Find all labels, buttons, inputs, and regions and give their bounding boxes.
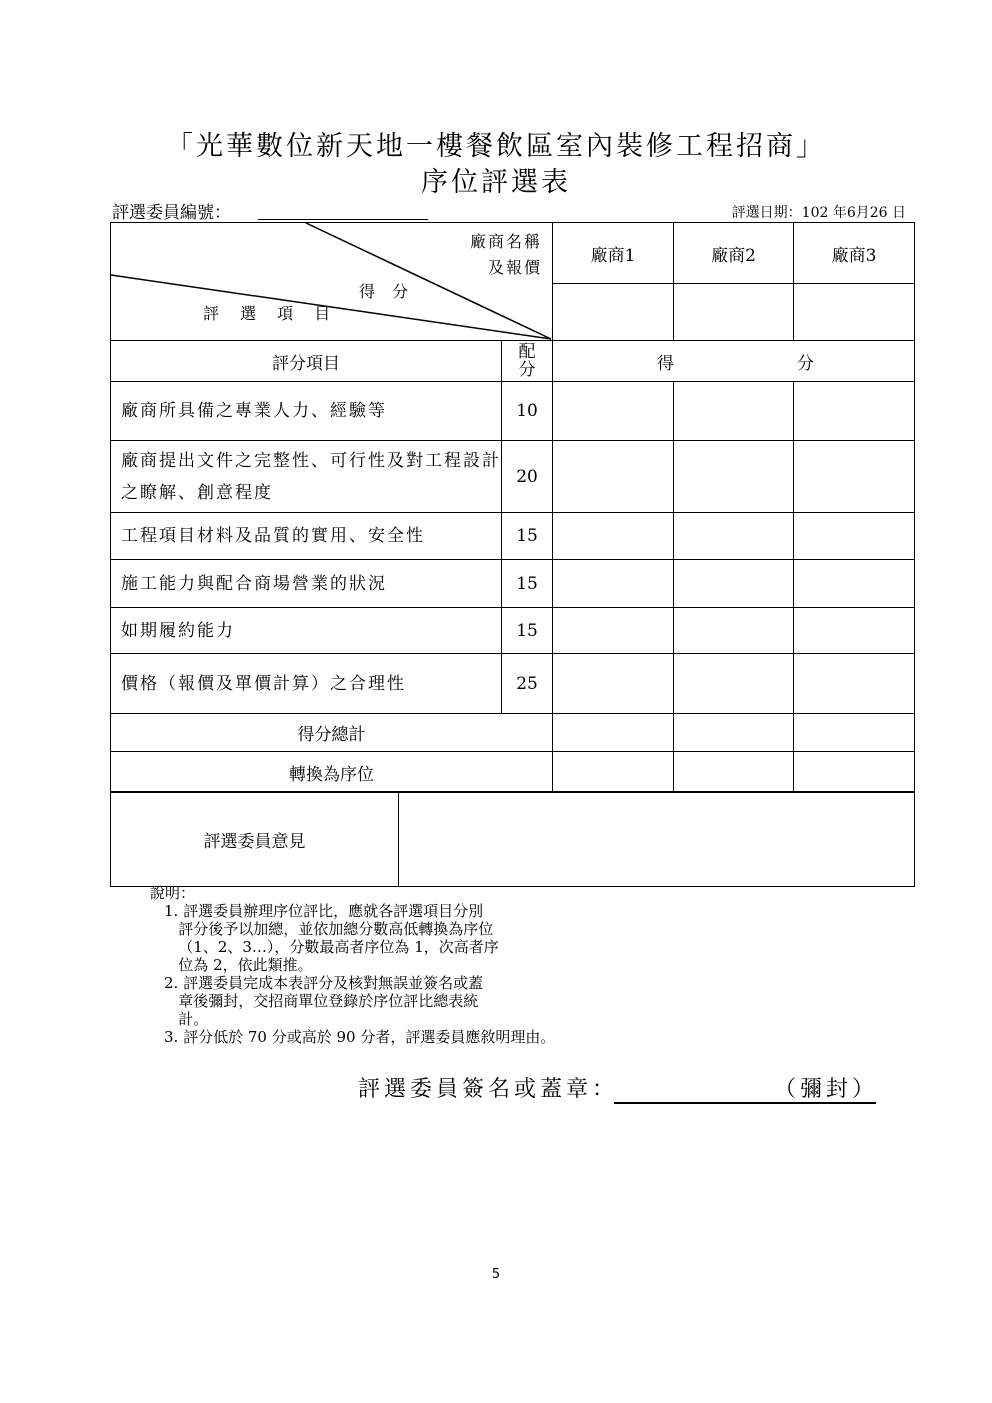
note-line: 評分後予以加總，並依加總分數高低轉換為序位 — [164, 920, 494, 938]
score-cell[interactable] — [553, 560, 674, 608]
total-row — [111, 714, 915, 752]
diagonal-header-cell — [111, 223, 553, 341]
score-cell[interactable] — [553, 382, 674, 441]
vendor-3-quote-cell[interactable] — [794, 284, 915, 341]
eval-item-diagonal-label: 評 選 項 目 — [203, 304, 339, 323]
vendor-1-header: 廠商1 — [553, 223, 674, 284]
criterion-label: 價格（報價及單價計算）之合理性 — [111, 654, 502, 714]
title-line-1: 「光華數位新天地一樓餐飲區室內裝修工程招商」 — [166, 131, 826, 162]
notes-heading: 說明： — [150, 884, 196, 902]
score-cell[interactable] — [794, 441, 915, 513]
weight-column-label: 配分 — [518, 342, 536, 380]
member-number-label: 評選委員編號： — [112, 203, 231, 223]
rank-cell[interactable] — [674, 752, 794, 793]
score-cell[interactable] — [553, 654, 674, 714]
note-line: 1. 評選委員辦理序位評比，應就各評選項目分別 — [164, 902, 484, 920]
table-row — [111, 560, 915, 608]
score-cell[interactable] — [794, 608, 915, 654]
score-cell[interactable] — [553, 513, 674, 560]
title-line-2: 序位評選表 — [421, 167, 571, 198]
note-line: 計。 — [164, 1010, 209, 1028]
criterion-label: 廠商提出文件之完整性、可行性及對工程設計之瞭解、創意程度 — [111, 441, 502, 513]
signature-label: 評選委員簽名或蓋章： — [358, 1077, 619, 1102]
notes-section — [150, 884, 555, 1046]
table-row — [111, 513, 915, 560]
vendor-3-header: 廠商3 — [794, 223, 915, 284]
criterion-weight: 20 — [502, 441, 553, 513]
score-cell[interactable] — [674, 560, 794, 608]
evaluation-table — [110, 222, 915, 793]
note-line: 3. 評分低於 70 分或高於 90 分者，評選委員應敘明理由。 — [164, 1028, 556, 1046]
opinion-field[interactable] — [399, 792, 915, 887]
criterion-weight: 25 — [502, 654, 553, 714]
vendor-2-quote-cell[interactable] — [674, 284, 794, 341]
table-row — [111, 608, 915, 654]
criterion-weight: 10 — [502, 382, 553, 441]
note-line: 位為 2，依此類推。 — [164, 956, 313, 974]
vendor-1-quote-cell[interactable] — [553, 284, 674, 341]
opinion-label: 評選委員意見 — [111, 792, 399, 887]
criterion-weight: 15 — [502, 513, 553, 560]
score-cell[interactable] — [674, 382, 794, 441]
score-left-label: 得 — [657, 353, 675, 374]
score-cell[interactable] — [674, 513, 794, 560]
score-right-label: 分 — [797, 353, 815, 374]
page-number: 5 — [491, 1267, 501, 1282]
criterion-label: 工程項目材料及品質的實用、安全性 — [111, 513, 502, 560]
vendor-name-line2: 及報價 — [488, 258, 543, 277]
criterion-label: 施工能力與配合商場營業的狀況 — [111, 560, 502, 608]
criterion-label: 如期履約能力 — [111, 608, 502, 654]
score-cell[interactable] — [794, 513, 915, 560]
vendor-2-header: 廠商2 — [674, 223, 794, 284]
rank-row — [111, 752, 915, 793]
rank-cell[interactable] — [794, 752, 915, 793]
vendor-name-label — [470, 229, 542, 281]
score-cell[interactable] — [794, 560, 915, 608]
table-row — [111, 654, 915, 714]
criterion-weight: 15 — [502, 560, 553, 608]
score-cell[interactable] — [553, 441, 674, 513]
criterion-weight: 15 — [502, 608, 553, 654]
rank-label: 轉換為序位 — [111, 752, 553, 793]
note-line: 章後彌封，交招商單位登錄於序位評比總表統 — [164, 992, 479, 1010]
score-cell[interactable] — [674, 441, 794, 513]
total-label: 得分總計 — [111, 714, 553, 752]
score-cell[interactable] — [794, 382, 915, 441]
score-cell[interactable] — [794, 654, 915, 714]
note-line: （1、2、3…），分數最高者序位為 1，次高者序 — [164, 938, 499, 956]
member-number-field[interactable] — [258, 219, 428, 220]
note-line: 2. 評選委員完成本表評分及核對無誤並簽名或蓋 — [164, 974, 484, 992]
score-cell[interactable] — [553, 608, 674, 654]
table-row — [111, 382, 915, 441]
weight-column-header — [502, 341, 553, 382]
score-cell[interactable] — [674, 654, 794, 714]
vendor-name-line1: 廠商名稱 — [470, 232, 543, 251]
score-cell[interactable] — [674, 608, 794, 654]
seal-label: （彌封） — [774, 1077, 879, 1102]
rank-cell[interactable] — [553, 752, 674, 793]
evaluation-date: 評選日期：102 年6月26 日 — [731, 205, 906, 221]
total-cell[interactable] — [794, 714, 915, 752]
table-row — [111, 441, 915, 513]
opinion-table — [110, 791, 915, 887]
score-column-header — [553, 341, 915, 382]
total-cell[interactable] — [674, 714, 794, 752]
score-diagonal-label: 得 分 — [359, 282, 415, 301]
total-cell[interactable] — [553, 714, 674, 752]
item-column-header: 評分項目 — [111, 341, 502, 382]
criterion-label: 廠商所具備之專業人力、經驗等 — [111, 382, 502, 441]
